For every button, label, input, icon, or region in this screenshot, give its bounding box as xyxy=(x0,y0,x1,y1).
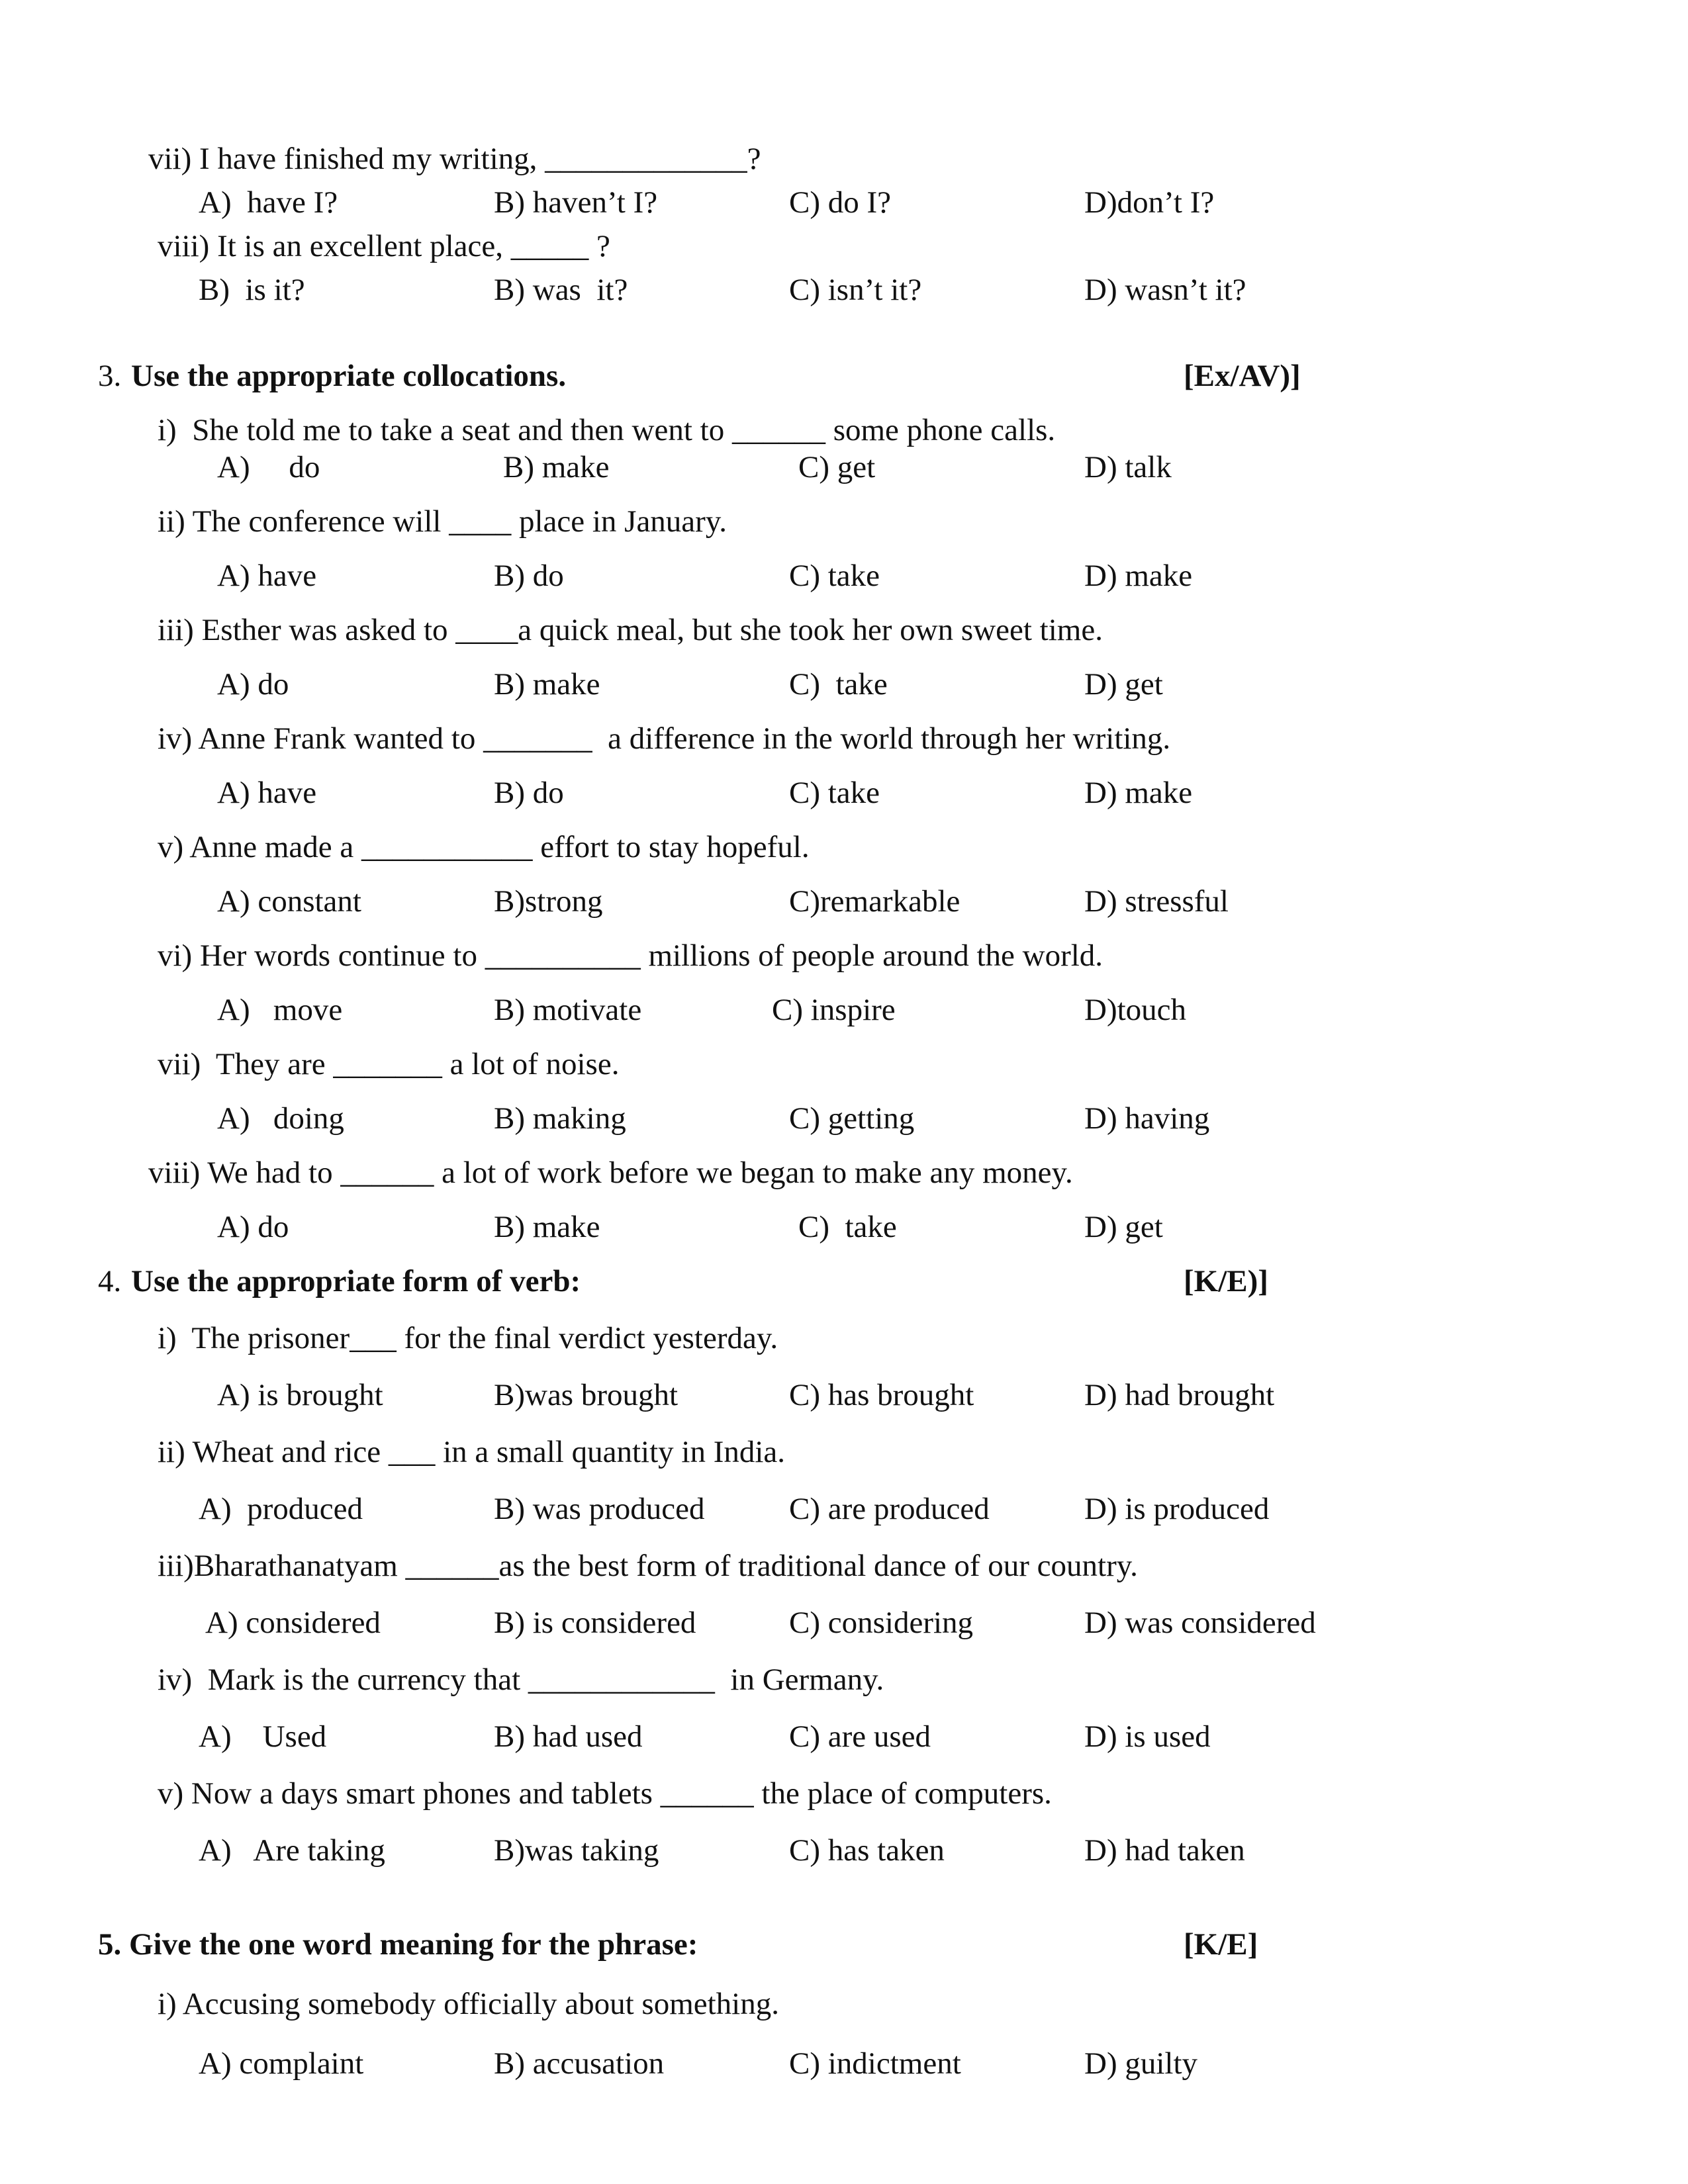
q3-iii-A: A) do xyxy=(217,667,289,702)
q3-i: i) She told me to take a seat and then went to ______ some phone calls. xyxy=(158,413,1056,447)
q2-vii-B: B) haven’t I? xyxy=(494,185,658,220)
s4-num: 4. xyxy=(98,1264,129,1298)
s4-tag: [K/E)] xyxy=(1184,1264,1268,1298)
q2-viii-C: C) isn’t it? xyxy=(789,273,922,307)
q3-vii: vii) They are _______ a lot of noise. xyxy=(158,1047,620,1081)
q2-viii-B: B) was it? xyxy=(494,273,628,307)
q3-iv-B: B) do xyxy=(494,776,564,810)
q4-v-D: D) had taken xyxy=(1084,1833,1245,1868)
q3-vi-D: D)touch xyxy=(1084,993,1187,1027)
q4-v: v) Now a days smart phones and tablets ______ the place of computers. xyxy=(158,1776,1052,1811)
q3-v-D: D) stressful xyxy=(1084,884,1229,919)
q4-i-C: C) has brought xyxy=(789,1378,974,1412)
q5-i-B: B) accusation xyxy=(494,2046,665,2081)
q3-iv-D: D) make xyxy=(1084,776,1193,810)
q4-ii-A: A) produced xyxy=(199,1492,363,1526)
s3-num: 3. xyxy=(98,359,129,393)
q4-v-B: B)was taking xyxy=(494,1833,659,1868)
q2-vii-A: A) have I? xyxy=(199,185,338,220)
q4-ii-D: D) is produced xyxy=(1084,1492,1270,1526)
q3-vi: vi) Her words continue to __________ millions of people around the world. xyxy=(158,938,1103,973)
q3-viii-C: C) take xyxy=(798,1210,897,1244)
q5-i-D: D) guilty xyxy=(1084,2046,1198,2081)
q3-iii-B: B) make xyxy=(494,667,600,702)
q4-i: i) The prisoner___ for the final verdict yesterday. xyxy=(158,1321,778,1355)
q4-i-B: B)was brought xyxy=(494,1378,679,1412)
q3-v-C: C)remarkable xyxy=(789,884,961,919)
q3-i-C: C) get xyxy=(798,450,876,484)
q3-iii-C: C) take xyxy=(789,667,888,702)
q3-vi-B: B) motivate xyxy=(494,993,642,1027)
q4-iii-A: A) considered xyxy=(205,1606,381,1640)
q2-viii-A: B) is it? xyxy=(199,273,305,307)
q5-i: i) Accusing somebody officially about something. xyxy=(158,1987,779,2021)
q3-vii-A: A) doing xyxy=(217,1101,344,1136)
q2-vii-D: D)don’t I? xyxy=(1084,185,1215,220)
q3-viii-D: D) get xyxy=(1084,1210,1163,1244)
q4-iv-B: B) had used xyxy=(494,1719,643,1754)
q3-vi-C: C) inspire xyxy=(772,993,896,1027)
q3-iv-A: A) have xyxy=(217,776,317,810)
q4-iii-C: C) considering xyxy=(789,1606,974,1640)
q4-v-C: C) has taken xyxy=(789,1833,945,1868)
s3-title: Use the appropriate collocations. xyxy=(131,359,567,393)
q5-i-A: A) complaint xyxy=(199,2046,364,2081)
s5-title: 5. Give the one word meaning for the phrase: xyxy=(98,1927,698,1962)
q2-viii: viii) It is an excellent place, _____ ? xyxy=(158,229,610,263)
q5-i-C: C) indictment xyxy=(789,2046,961,2081)
q4-i-A: A) is brought xyxy=(217,1378,383,1412)
q3-vii-D: D) having xyxy=(1084,1101,1210,1136)
q3-ii-D: D) make xyxy=(1084,559,1193,593)
q3-vi-A: A) move xyxy=(217,993,343,1027)
q3-viii-A: A) do xyxy=(217,1210,289,1244)
q4-iv-A: A) Used xyxy=(199,1719,327,1754)
q4-iv-D: D) is used xyxy=(1084,1719,1211,1754)
q3-i-D: D) talk xyxy=(1084,450,1172,484)
q3-ii-B: B) do xyxy=(494,559,564,593)
q4-i-D: D) had brought xyxy=(1084,1378,1275,1412)
s5-tag: [K/E] xyxy=(1184,1927,1258,1962)
q3-iv-C: C) take xyxy=(789,776,880,810)
q3-iii: iii) Esther was asked to ____a quick meal, but she took her own sweet time. xyxy=(158,613,1103,647)
q3-i-A: A) do xyxy=(217,450,320,484)
q2-viii-D: D) wasn’t it? xyxy=(1084,273,1246,307)
s3-tag: [Ex/AV)] xyxy=(1184,359,1301,393)
q3-ii-C: C) take xyxy=(789,559,880,593)
q2-vii-C: C) do I? xyxy=(789,185,892,220)
q3-viii-B: B) make xyxy=(494,1210,600,1244)
q3-iii-D: D) get xyxy=(1084,667,1163,702)
q3-iv: iv) Anne Frank wanted to _______ a difference in the world through her writing. xyxy=(158,721,1171,756)
q4-iv-C: C) are used xyxy=(789,1719,931,1754)
q4-ii: ii) Wheat and rice ___ in a small quantity in India. xyxy=(158,1435,786,1469)
q3-viii: viii) We had to ______ a lot of work before we began to make any money. xyxy=(148,1156,1073,1190)
q4-v-A: A) Are taking xyxy=(199,1833,385,1868)
q4-iii-B: B) is considered xyxy=(494,1606,696,1640)
q4-iv: iv) Mark is the currency that ____________ in Germany. xyxy=(158,1662,884,1697)
q2-vii: vii) I have finished my writing, _____________? xyxy=(148,142,761,176)
q3-v-A: A) constant xyxy=(217,884,361,919)
q3-ii-A: A) have xyxy=(217,559,317,593)
q3-vii-C: C) getting xyxy=(789,1101,915,1136)
q4-ii-C: C) are produced xyxy=(789,1492,990,1526)
q3-v-B: B)strong xyxy=(494,884,603,919)
q4-iii-D: D) was considered xyxy=(1084,1606,1316,1640)
q3-vii-B: B) making xyxy=(494,1101,626,1136)
q4-iii: iii)Bharathanatyam ______as the best form of traditional dance of our country. xyxy=(158,1549,1138,1583)
q3-ii: ii) The conference will ____ place in January. xyxy=(158,504,727,539)
q3-v: v) Anne made a ___________ effort to stay hopeful. xyxy=(158,830,810,864)
q3-i-B: B) make xyxy=(503,450,610,484)
q4-ii-B: B) was produced xyxy=(494,1492,705,1526)
s4-title: Use the appropriate form of verb: xyxy=(131,1264,581,1298)
